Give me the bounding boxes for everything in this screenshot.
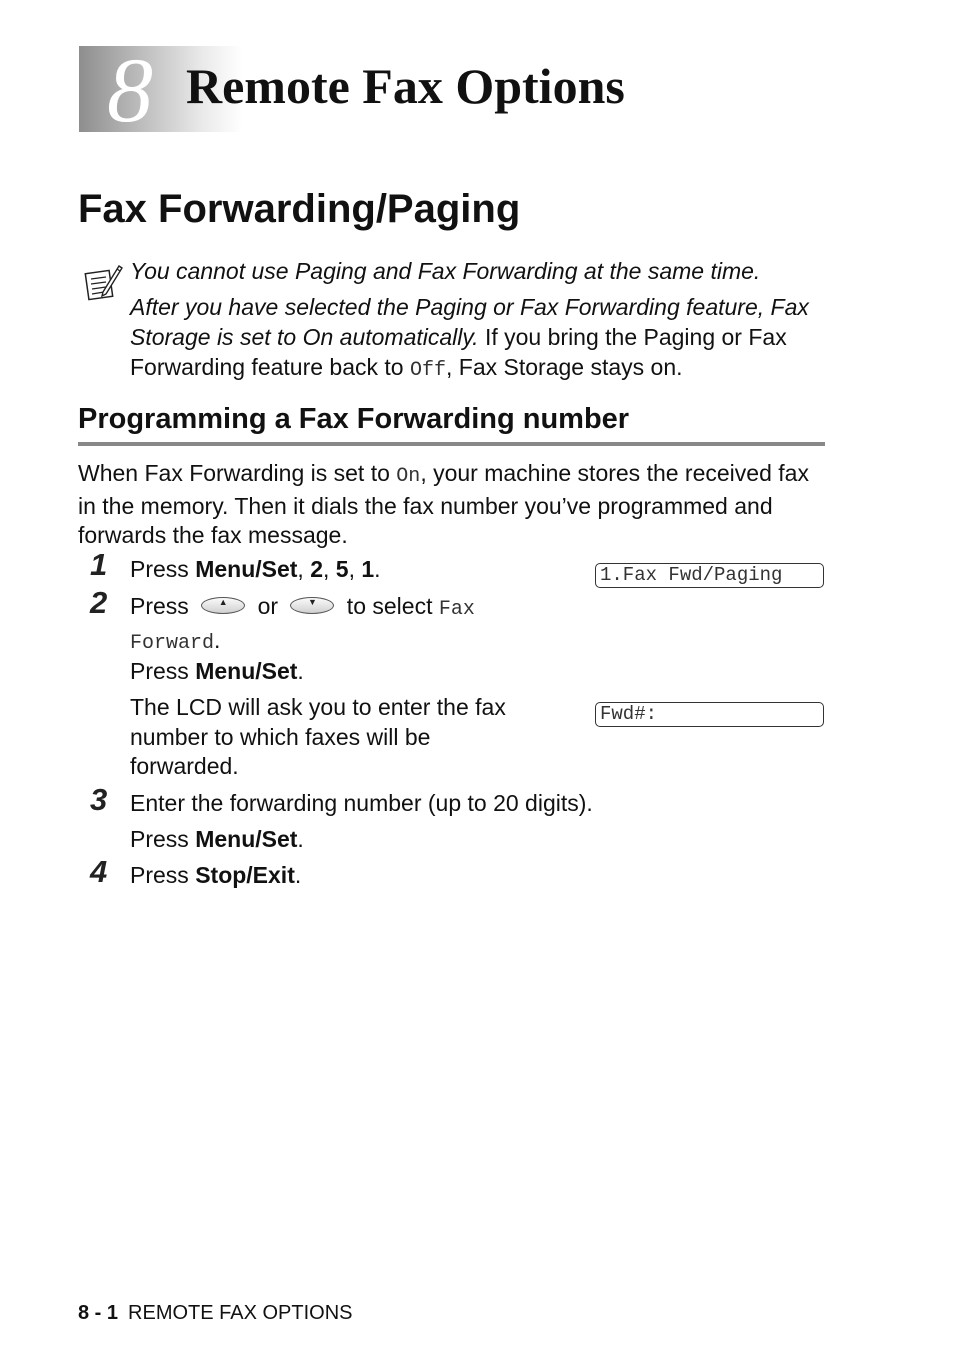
subsection-title: Programming a Fax Forwarding number bbox=[78, 403, 630, 435]
step-1-key-1: 1 bbox=[361, 556, 375, 582]
step-3-number: 3 bbox=[90, 782, 108, 817]
step-2-option: Fax Forward bbox=[130, 598, 475, 655]
note-line-2 bbox=[130, 292, 830, 386]
note-line-1: You cannot use Paging and Fax Forwarding at the same time. bbox=[130, 258, 761, 284]
step-1-sep-3: , bbox=[348, 556, 362, 582]
step-1-sep-2: , bbox=[323, 556, 336, 582]
step-3-end: . bbox=[297, 826, 304, 852]
step-1-text bbox=[130, 554, 381, 584]
intro-after: , your machine stores the received fax in the memory. Then it dials the fax number you’ve programmed and forwards the fax message. bbox=[78, 460, 809, 548]
step-1-number: 1 bbox=[90, 547, 108, 582]
note-off-value: Off bbox=[409, 359, 446, 382]
step-3-text: Enter the forwarding number (up to 20 digits). bbox=[130, 790, 593, 816]
lcd-screen-2: Fwd#: bbox=[595, 702, 824, 727]
step-4-end: . bbox=[294, 862, 302, 888]
step-3-press-menu bbox=[130, 824, 304, 854]
step-3-press: Press bbox=[130, 826, 196, 852]
step-4-press: Press bbox=[130, 862, 196, 888]
down-arrow-button-icon: ▼ bbox=[290, 597, 334, 614]
step-1-sep-1: , bbox=[297, 556, 311, 582]
step-2-press-2: Press bbox=[130, 658, 196, 684]
section-title: Fax Forwarding/Paging bbox=[78, 187, 521, 231]
step-2-number: 2 bbox=[90, 585, 108, 620]
step-2-end-2: . bbox=[297, 658, 304, 684]
step-4-number: 4 bbox=[90, 854, 108, 889]
note-italic-text: After you have selected the Paging or Fax Forwarding feature, Fax Storage is set to On automatically. bbox=[130, 294, 809, 350]
up-arrow-button-icon: ▲ bbox=[201, 597, 245, 614]
step-2-menu-key: Menu/Set bbox=[195, 658, 298, 684]
note-text bbox=[130, 256, 830, 386]
step-4-stop-key: Stop/Exit bbox=[195, 862, 295, 888]
step-2-press-menu bbox=[130, 656, 304, 686]
intro-on-value: On bbox=[396, 465, 421, 488]
chapter-number: 8 bbox=[107, 39, 153, 141]
step-2-end: . bbox=[214, 627, 221, 653]
step-1-menu-key: Menu/Set bbox=[195, 556, 298, 582]
subsection-divider bbox=[78, 442, 825, 446]
step-3-menu-key: Menu/Set bbox=[195, 826, 298, 852]
page-footer bbox=[78, 1300, 353, 1326]
step-2-lcd-description: The LCD will ask you to enter the fax number to which faxes will be forwarded. bbox=[130, 694, 506, 779]
step-2-press: Press bbox=[130, 593, 196, 619]
step-1-key-5: 5 bbox=[335, 556, 349, 582]
step-1-end: . bbox=[374, 556, 381, 582]
intro-before: When Fax Forwarding is set to bbox=[78, 460, 397, 486]
note-pencil-icon bbox=[84, 262, 124, 304]
note-text-b: , Fax Storage stays on. bbox=[446, 354, 683, 380]
page-number: 8 - 1 bbox=[78, 1302, 119, 1324]
chapter-title: Remote Fax Options bbox=[186, 58, 625, 114]
intro-paragraph bbox=[78, 459, 828, 551]
lcd-screen-1: 1.Fax Fwd/Paging bbox=[595, 563, 824, 588]
note-text-a: If you bring the Paging or Fax Forwarding feature back to bbox=[130, 324, 787, 380]
step-2-to-select: to select bbox=[340, 593, 439, 619]
footer-label: REMOTE FAX OPTIONS bbox=[128, 1302, 353, 1324]
step-1-press: Press bbox=[130, 556, 196, 582]
step-4-text bbox=[130, 860, 301, 890]
step-2-or: or bbox=[251, 593, 285, 619]
step-1-key-2: 2 bbox=[310, 556, 323, 582]
step-2-text bbox=[130, 591, 510, 659]
